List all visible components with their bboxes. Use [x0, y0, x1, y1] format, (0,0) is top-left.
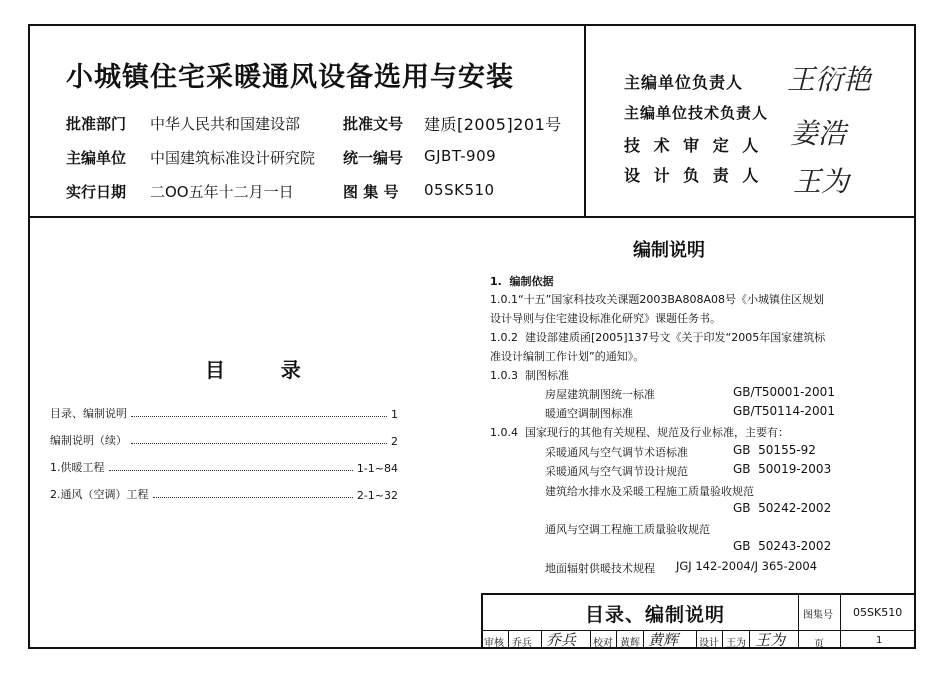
page-label: 页 — [814, 639, 824, 650]
standard-name: 建筑给水排水及采暖工程施工质量验收规范 — [545, 485, 754, 498]
signature-chief-unit: 王衍艳 — [787, 63, 872, 96]
meta-key-unified-no: 统一编号 — [343, 149, 404, 167]
toc-leader-dots — [131, 416, 387, 417]
meta-key-approver: 批准部门 — [66, 115, 127, 133]
toc-item-page: 1-1~84 — [356, 462, 398, 475]
desc-line: 1.0.4 国家现行的其他有关规程、规范及行业标准，主要有： — [490, 426, 789, 439]
toc-item — [50, 432, 398, 448]
review-label: 审核 — [484, 638, 504, 649]
signature-tech-chief: 姜浩 — [790, 117, 847, 150]
meta-value-date: 二OO五年十二月一日 — [150, 183, 294, 201]
sign-sep — [590, 630, 591, 649]
meta-value-editor: 中国建筑标准设计研究院 — [150, 149, 316, 167]
sign-sep — [541, 630, 542, 649]
description-title: 编制说明 — [633, 240, 705, 261]
design-name: 王为 — [726, 638, 746, 649]
standard-code: JGJ 142-2004/J 365-2004 — [676, 559, 818, 573]
standard-code: GB 50242-2002 — [733, 501, 832, 515]
atlas-no-label: 图集号 — [803, 610, 833, 621]
desc-line: 1.0.1“十五”国家科技攻关课题2003BA808A08号《小城镇住区规划 — [490, 293, 824, 306]
meta-value-atlas-no: 05SK510 — [424, 181, 495, 199]
toc-item — [50, 486, 398, 502]
sign-sep — [722, 630, 723, 649]
meta-key-date: 实行日期 — [66, 183, 127, 201]
standard-name: 地面辐射供暖技术规程 — [545, 562, 655, 575]
desc-line: 1. 编制依据 — [490, 275, 554, 288]
check-name: 黄辉 — [620, 638, 640, 649]
standard-code: GB/T50001-2001 — [733, 385, 835, 399]
meta-value-doc-no: 建质[2005]201号 — [424, 115, 562, 134]
meta-key-editor: 主编单位 — [66, 149, 127, 167]
sign-sep — [508, 630, 509, 649]
toc-leader-dots — [131, 443, 387, 444]
standard-code: GB 50243-2002 — [733, 539, 832, 553]
standard-code: GB 50019-2003 — [733, 462, 832, 476]
toc-item — [50, 405, 398, 421]
titleblock-top — [481, 593, 916, 595]
sign-sep — [696, 630, 697, 649]
atlas-title: 小城镇住宅采暖通风设备选用与安装 — [66, 62, 514, 93]
role-reviewer: 技 术 审 定 人 — [624, 136, 763, 155]
desc-line: 1.0.2 建设部建质函[2005]137号文《关于印发“2005年国家建筑标 — [490, 331, 826, 344]
titleblock-sep-value — [840, 593, 841, 649]
toc-item-page: 2-1~32 — [356, 489, 398, 502]
signature-design-lead: 王为 — [793, 165, 850, 198]
toc-title: 目 录 — [205, 358, 301, 382]
sign-sep — [749, 630, 750, 649]
role-design-lead: 设 计 负 责 人 — [624, 166, 763, 185]
toc-item-label: 目录、编制说明 — [50, 407, 127, 420]
standard-name: 采暖通风与空气调节设计规范 — [545, 465, 688, 478]
standard-code: GB/T50114-2001 — [733, 404, 835, 418]
meta-value-unified-no: GJBT-909 — [424, 147, 497, 165]
titleblock-left — [481, 593, 483, 649]
page-value: 1 — [876, 635, 883, 646]
toc-item-label: 1.供暖工程 — [50, 461, 105, 474]
header-divider — [28, 216, 916, 218]
desc-line: 1.0.3 制图标准 — [490, 369, 569, 382]
toc-leader-dots — [153, 497, 353, 498]
meta-key-doc-no: 批准文号 — [343, 115, 404, 133]
design-label: 设计 — [699, 638, 719, 649]
toc-leader-dots — [109, 470, 353, 471]
desc-line: 准设计编制工作计划”的通知》。 — [490, 350, 645, 363]
sign-sep — [616, 630, 617, 649]
toc-item-page: 1 — [391, 408, 398, 421]
check-signature: 黄辉 — [648, 631, 679, 649]
titleblock-title: 目录、编制说明 — [585, 604, 726, 626]
standard-name: 暖通空调制图标准 — [545, 407, 633, 420]
toc-item-label: 编制说明（续） — [50, 434, 127, 447]
standard-name: 通风与空调工程施工质量验收规范 — [545, 523, 710, 536]
check-label: 校对 — [593, 638, 613, 649]
atlas-no-value: 05SK510 — [853, 606, 903, 619]
standard-name: 房屋建筑制图统一标准 — [545, 388, 655, 401]
standard-name: 采暖通风与空气调节术语标准 — [545, 446, 688, 459]
standard-code: GB 50155-92 — [733, 443, 816, 457]
meta-value-approver: 中华人民共和国建设部 — [150, 115, 301, 133]
toc-item-label: 2.通风（空调）工程 — [50, 488, 149, 501]
toc-item — [50, 459, 398, 475]
header-split — [584, 24, 586, 217]
titleblock-sep-atlas — [798, 593, 799, 649]
role-tech-chief: 主编单位技术负责人 — [624, 104, 769, 122]
design-signature: 王为 — [755, 631, 786, 649]
meta-key-atlas-no: 图 集 号 — [343, 183, 399, 201]
desc-line: 设计导则与住宅建设标准化研究》课题任务书。 — [490, 312, 721, 325]
sign-sep — [643, 630, 644, 649]
role-chief-unit: 主编单位负责人 — [624, 73, 744, 92]
review-signature: 乔兵 — [546, 631, 577, 649]
review-name: 乔兵 — [512, 638, 532, 649]
toc-item-page: 2 — [391, 435, 398, 448]
